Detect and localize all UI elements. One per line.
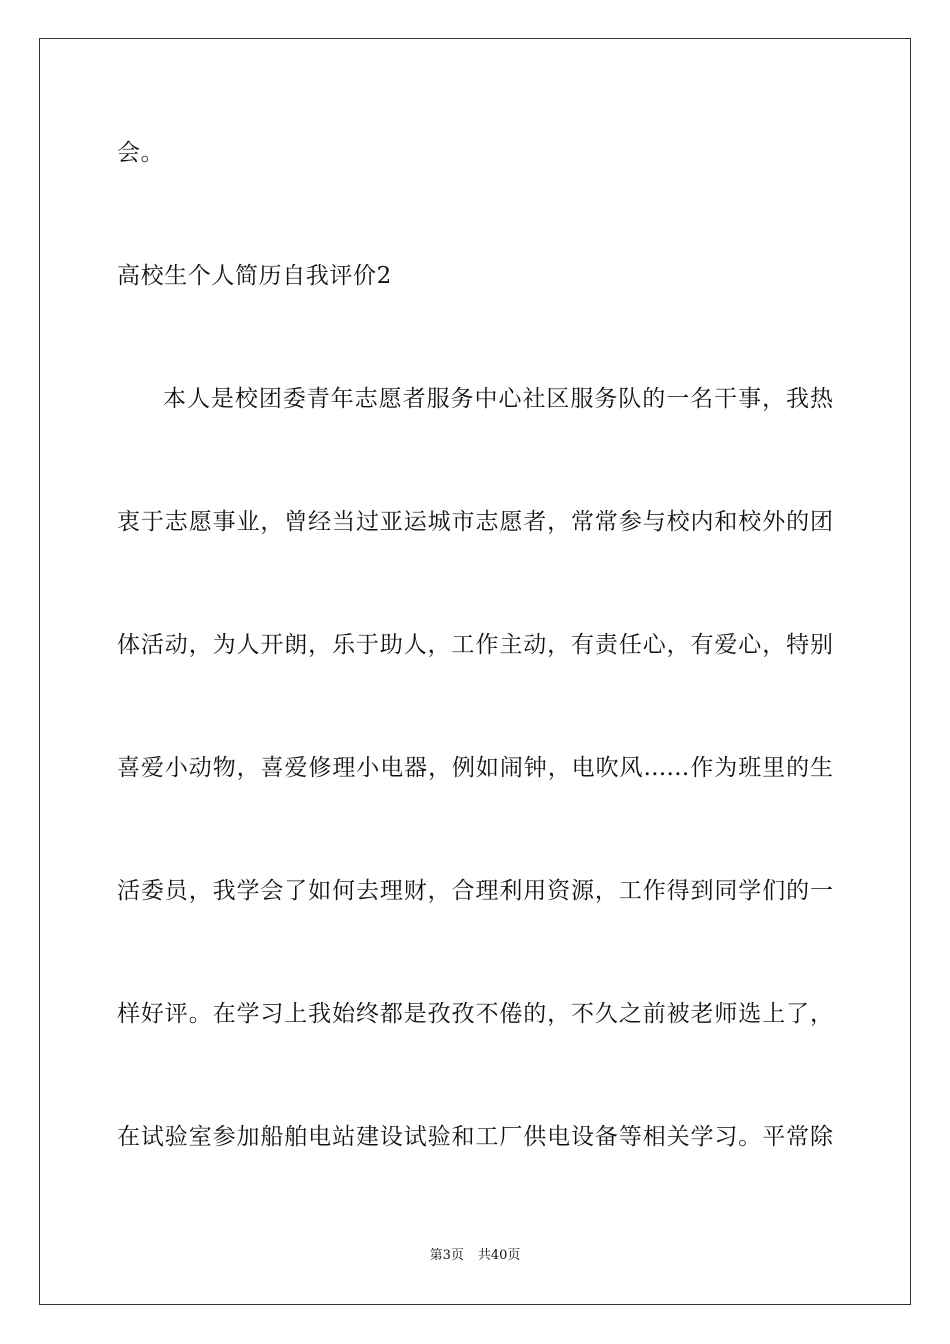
paragraph-line-1: 本人是校团委青年志愿者服务中心社区服务队的一名干事，我热 [163,386,833,412]
paragraph-line-4: 喜爱小动物，喜爱修理小电器，例如闹钟，电吹风……作为班里的生 [117,755,833,781]
paragraph-line-3: 体活动，为人开朗，乐于助人，工作主动，有责任心，有爱心，特别 [117,632,833,658]
paragraph-line-5: 活委员，我学会了如何去理财，合理利用资源，工作得到同学们的一 [117,878,833,904]
text-line-continuation: 会。 [117,140,165,166]
paragraph-line-2: 衷于志愿事业，曾经当过亚运城市志愿者，常常参与校内和校外的团 [117,509,833,535]
page-footer [0,1248,950,1264]
paragraph-line-6: 样好评。在学习上我始终都是孜孜不倦的，不久之前被老师选上了， [117,1001,833,1027]
page-total: 共40页 [477,1248,521,1263]
page-number: 第3页 [429,1248,464,1263]
section-heading: 高校生个人简历自我评价2 [117,263,392,289]
page-border [39,38,911,1305]
paragraph-line-7: 在试验室参加船舶电站建设试验和工厂供电设备等相关学习。平常除 [117,1124,833,1150]
